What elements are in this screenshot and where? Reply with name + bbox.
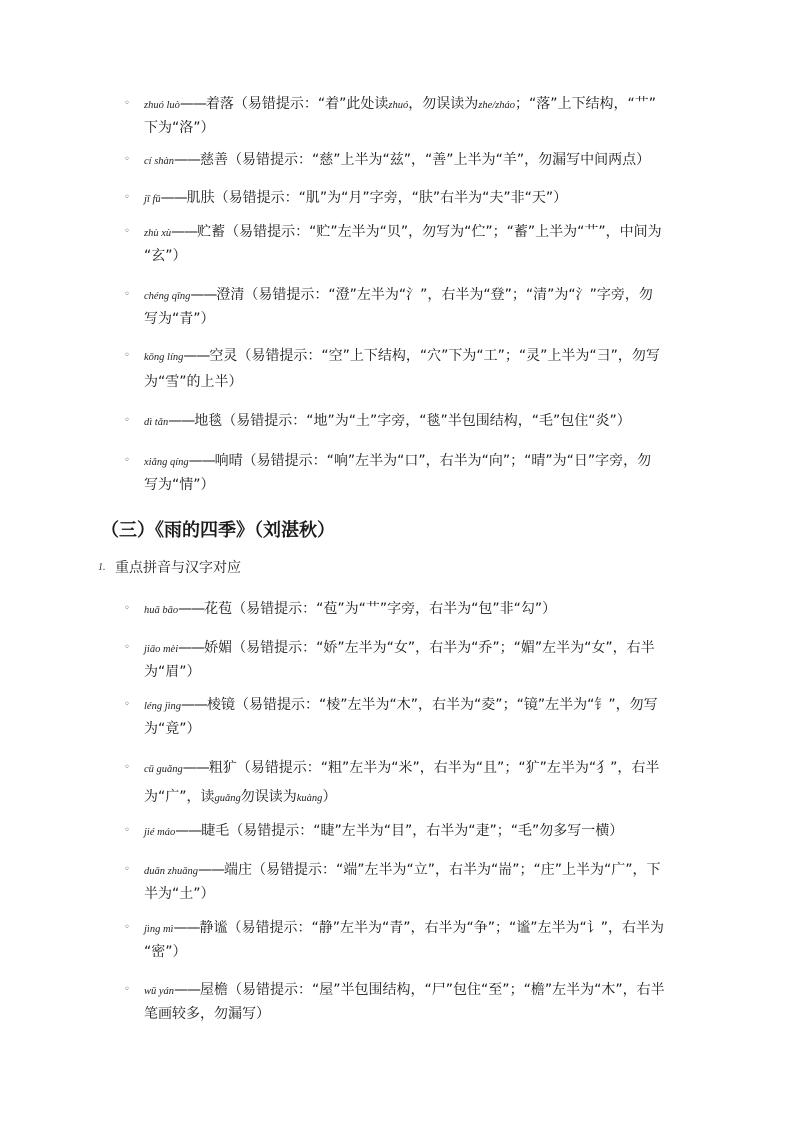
bullet-icon: ◦ <box>124 350 130 361</box>
pinyin: zhù xù <box>144 228 172 239</box>
section-title: （三）《雨的四季》（刘湛秋） <box>101 520 335 541</box>
pinyin: duān zhuāng <box>144 866 198 877</box>
word: 端庄 <box>223 862 252 878</box>
word: 地毯 <box>194 413 223 429</box>
word: 响晴 <box>214 453 243 469</box>
word: 棱镜 <box>207 697 236 713</box>
bullet-icon: ◦ <box>124 984 130 995</box>
pinyin: zhuó luò <box>144 100 180 111</box>
word: 睫毛 <box>201 823 230 839</box>
bullet-icon: ◦ <box>124 699 130 710</box>
wrapped-line: “玄”） <box>144 248 187 264</box>
pinyin: dì tǎn <box>144 417 169 428</box>
word: 慈善 <box>200 152 229 168</box>
pinyin: kōng líng <box>144 352 184 363</box>
document-page: ◦ zhuó luò——着落（易错提示：“着”此处读zhuó，勿误读为zhe/zháo；“落”上下结构，“艹” 下为“洛”） ◦ cí shàn——慈善（易错提示：“慈”上半为“兹”，“善”上半为“羊”，勿漏写中间两点） ◦ jī fū——肌肤（易错提示：“肌”为“月”字旁，“肤”右半为“夫”非“天”） ◦ zhù xù——贮蓄（易错提示：“贮”左半为“贝”，勿写为“伫”；“蓄”上半为“艹”，中间为 “玄”） ◦ chéng qīng——澄清（易错提示：“澄”左半为“氵”，右半为“登”；“清”为“氵”字旁，勿 写为“青”） ◦ kōng líng——空灵（易错提示：“空”上下结构，“穴”下为“工”；“灵”上半为“彐”，勿写 为“雪”的上半） ◦ dì tǎn——地毯（易错提示：“地”为“土”字旁，“毯”半包围结构，“毛”包住“炎”） ◦ xiǎng qíng——响晴（易错提示：“响”左半为“口”，右半为“向”；“晴”为“日”字旁，勿 写为“情”） （三）《雨的四季》（刘湛秋） 1. 重点拼音与汉字对应 ◦ huā bāo——花苞（易错提示：“苞”为“艹”字旁，右半为“包”非“勾”） ◦ jiāo mèi——娇媚（易错提示：“娇”左半为“女”，右半为“乔”；“媚”左半为“女”，右半 为“眉”） ◦ léng jìng——棱镜（易错提示：“棱”左半为“木”，右半为“夌”；“镜”左半为“钅”，勿写 为“竟”） ◦ cū guǎng——粗犷（易错提示：“粗”左半为“米”，右半为“且”；“犷”左半为“犭”，右半 为“广”，读guǎng勿误读为kuàng） ◦ jié máo——睫毛（易错提示：“睫”左半为“目”，右半为“疌”；“毛”勿多写一横） ◦ duān zhuāng——端庄（易错提示：“端”左半为“立”，右半为“耑”；“庄”上半为“广”，下 半为“土”） ◦ jìng mì——静谧（易错提示：“静”左半为“青”，右半为“争”；“谧”左半为“讠”，右半为 “密”） ◦ wū yán——屋檐（易错提示：“屋”半包围结构，“尸”包住“至”；“檐”左半为“木”，右半 笔画较多，勿漏写） <box>0 0 794 1123</box>
bullet-icon: ◦ <box>124 762 130 773</box>
pinyin: wū yán <box>144 986 175 997</box>
pinyin: xiǎng qíng <box>144 457 189 468</box>
word: 静谧 <box>199 920 228 936</box>
pinyin: huā bāo <box>144 605 179 616</box>
bullet-icon: ◦ <box>124 192 130 203</box>
wrapped-line: “密”） <box>144 944 187 960</box>
wrapped-line: 写为“青”） <box>144 311 215 327</box>
wrapped-line: 半为“土”） <box>144 886 215 902</box>
word: 贮蓄 <box>197 224 226 240</box>
wrapped-line: 为“广”，读guǎng勿误读为kuàng） <box>144 789 337 805</box>
bullet-icon: ◦ <box>124 98 130 109</box>
bullet-icon: ◦ <box>124 455 130 466</box>
pinyin: jié máo <box>144 827 176 838</box>
pinyin: chéng qīng <box>144 291 191 302</box>
bullet-icon: ◦ <box>124 603 130 614</box>
bullet-icon: ◦ <box>124 922 130 933</box>
bullet-icon: ◦ <box>124 864 130 875</box>
word: 娇媚 <box>204 640 233 656</box>
pinyin: cí shàn <box>144 156 175 167</box>
subheading-number: 1. <box>98 562 106 573</box>
word: 肌肤 <box>186 190 215 206</box>
bullet-icon: ◦ <box>124 642 130 653</box>
bullet-icon: ◦ <box>124 415 130 426</box>
word: 粗犷 <box>208 760 237 776</box>
wrapped-line: 为“雪”的上半） <box>144 374 243 390</box>
pinyin: cū guǎng <box>144 764 183 775</box>
bullet-icon: ◦ <box>124 226 130 237</box>
pinyin: jiāo mèi <box>144 644 179 655</box>
bullet-icon: ◦ <box>124 289 130 300</box>
pinyin: jìng mì <box>144 924 174 935</box>
pinyin: jī fū <box>144 194 161 205</box>
word: 澄清 <box>216 287 245 303</box>
bullet-icon: ◦ <box>124 825 130 836</box>
wrapped-line: 写为“情”） <box>144 477 215 493</box>
word: 着落 <box>205 96 234 112</box>
word: 屋檐 <box>200 982 229 998</box>
bullet-icon: ◦ <box>124 154 130 165</box>
wrapped-line: 为“眉”） <box>144 664 201 680</box>
wrapped-line: 为“竟”） <box>144 721 201 737</box>
word: 空灵 <box>209 348 238 364</box>
pinyin: léng jìng <box>144 701 182 712</box>
word: 花苞 <box>204 601 233 617</box>
subheading: 重点拼音与汉字对应 <box>115 560 241 576</box>
wrapped-line: 下为“洛”） <box>144 120 215 136</box>
wrapped-line: 笔画较多，勿漏写） <box>144 1006 270 1022</box>
